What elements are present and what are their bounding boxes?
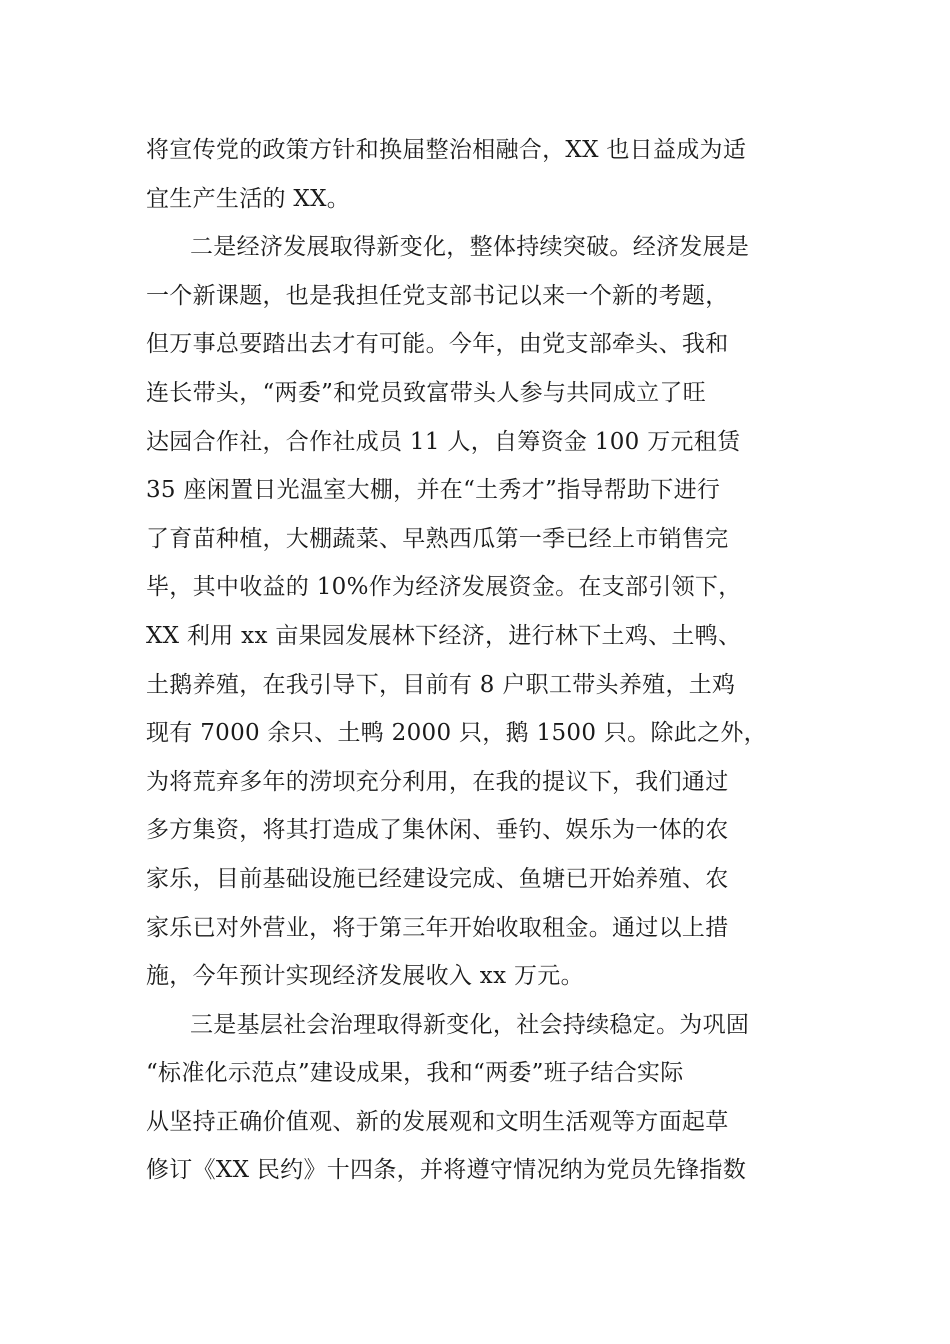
text-line-12: 土鹅养殖，在我引导下，目前有 8 户职工带头养殖，土鸡 bbox=[146, 671, 736, 698]
text-line-8: 35 座闲置日光温室大棚，并在“土秀才”指导帮助下进行 bbox=[146, 477, 721, 504]
text-line-11: XX 利用 xx 亩果园发展林下经济，进行林下土鸡、土鸭、 bbox=[146, 622, 742, 649]
text-line-7: 达园合作社，合作社成员 11 人，自筹资金 100 万元租赁 bbox=[146, 428, 741, 455]
text-line-10: 毕，其中收益的 10%作为经济发展资金。在支部引领下， bbox=[146, 574, 742, 601]
text-line-22: 修订《XX 民约》十四条，并将遵守情况纳为党员先锋指数 bbox=[146, 1157, 747, 1184]
text-line-18: 施，今年预计实现经济发展收入 xx 万元。 bbox=[146, 963, 584, 990]
text-line-19: 三是基层社会治理取得新变化，社会持续稳定。为巩固 bbox=[190, 1011, 750, 1038]
text-line-6: 连长带头，“两委”和党员致富带头人参与共同成立了旺 bbox=[146, 379, 707, 406]
text-line-4: 一个新课题，也是我担任党支部书记以来一个新的考题， bbox=[146, 282, 729, 309]
text-line-13: 现有 7000 余只、土鸭 2000 只，鹅 1500 只。除此之外， bbox=[146, 720, 767, 747]
text-line-1: 将宣传党的政策方针和换届整治相融合，XX 也日益成为适 bbox=[146, 137, 747, 163]
text-line-17: 家乐已对外营业，将于第三年开始收取租金。通过以上措 bbox=[146, 914, 729, 941]
text-line-20: “标准化示范点”建设成果，我和“两委”班子结合实际 bbox=[146, 1060, 684, 1087]
text-line-5: 但万事总要踏出去才有可能。今年，由党支部牵头、我和 bbox=[146, 331, 729, 358]
text-line-3: 二是经济发展取得新变化，整体持续突破。经济发展是 bbox=[190, 234, 750, 261]
text-line-16: 家乐，目前基础设施已经建设完成、鱼塘已开始养殖、农 bbox=[146, 865, 729, 892]
document-body bbox=[146, 126, 806, 1195]
text-line-21: 从坚持正确价值观、新的发展观和文明生活观等方面起草 bbox=[146, 1108, 729, 1135]
text-line-9: 了育苗种植，大棚蔬菜、早熟西瓜第一季已经上市销售完 bbox=[146, 525, 729, 552]
text-line-14: 为将荒弃多年的涝坝充分利用，在我的提议下，我们通过 bbox=[146, 768, 729, 795]
text-line-2: 宜生产生活的 XX。 bbox=[146, 185, 351, 212]
text-line-15: 多方集资，将其打造成了集休闲、垂钓、娱乐为一体的农 bbox=[146, 817, 729, 844]
